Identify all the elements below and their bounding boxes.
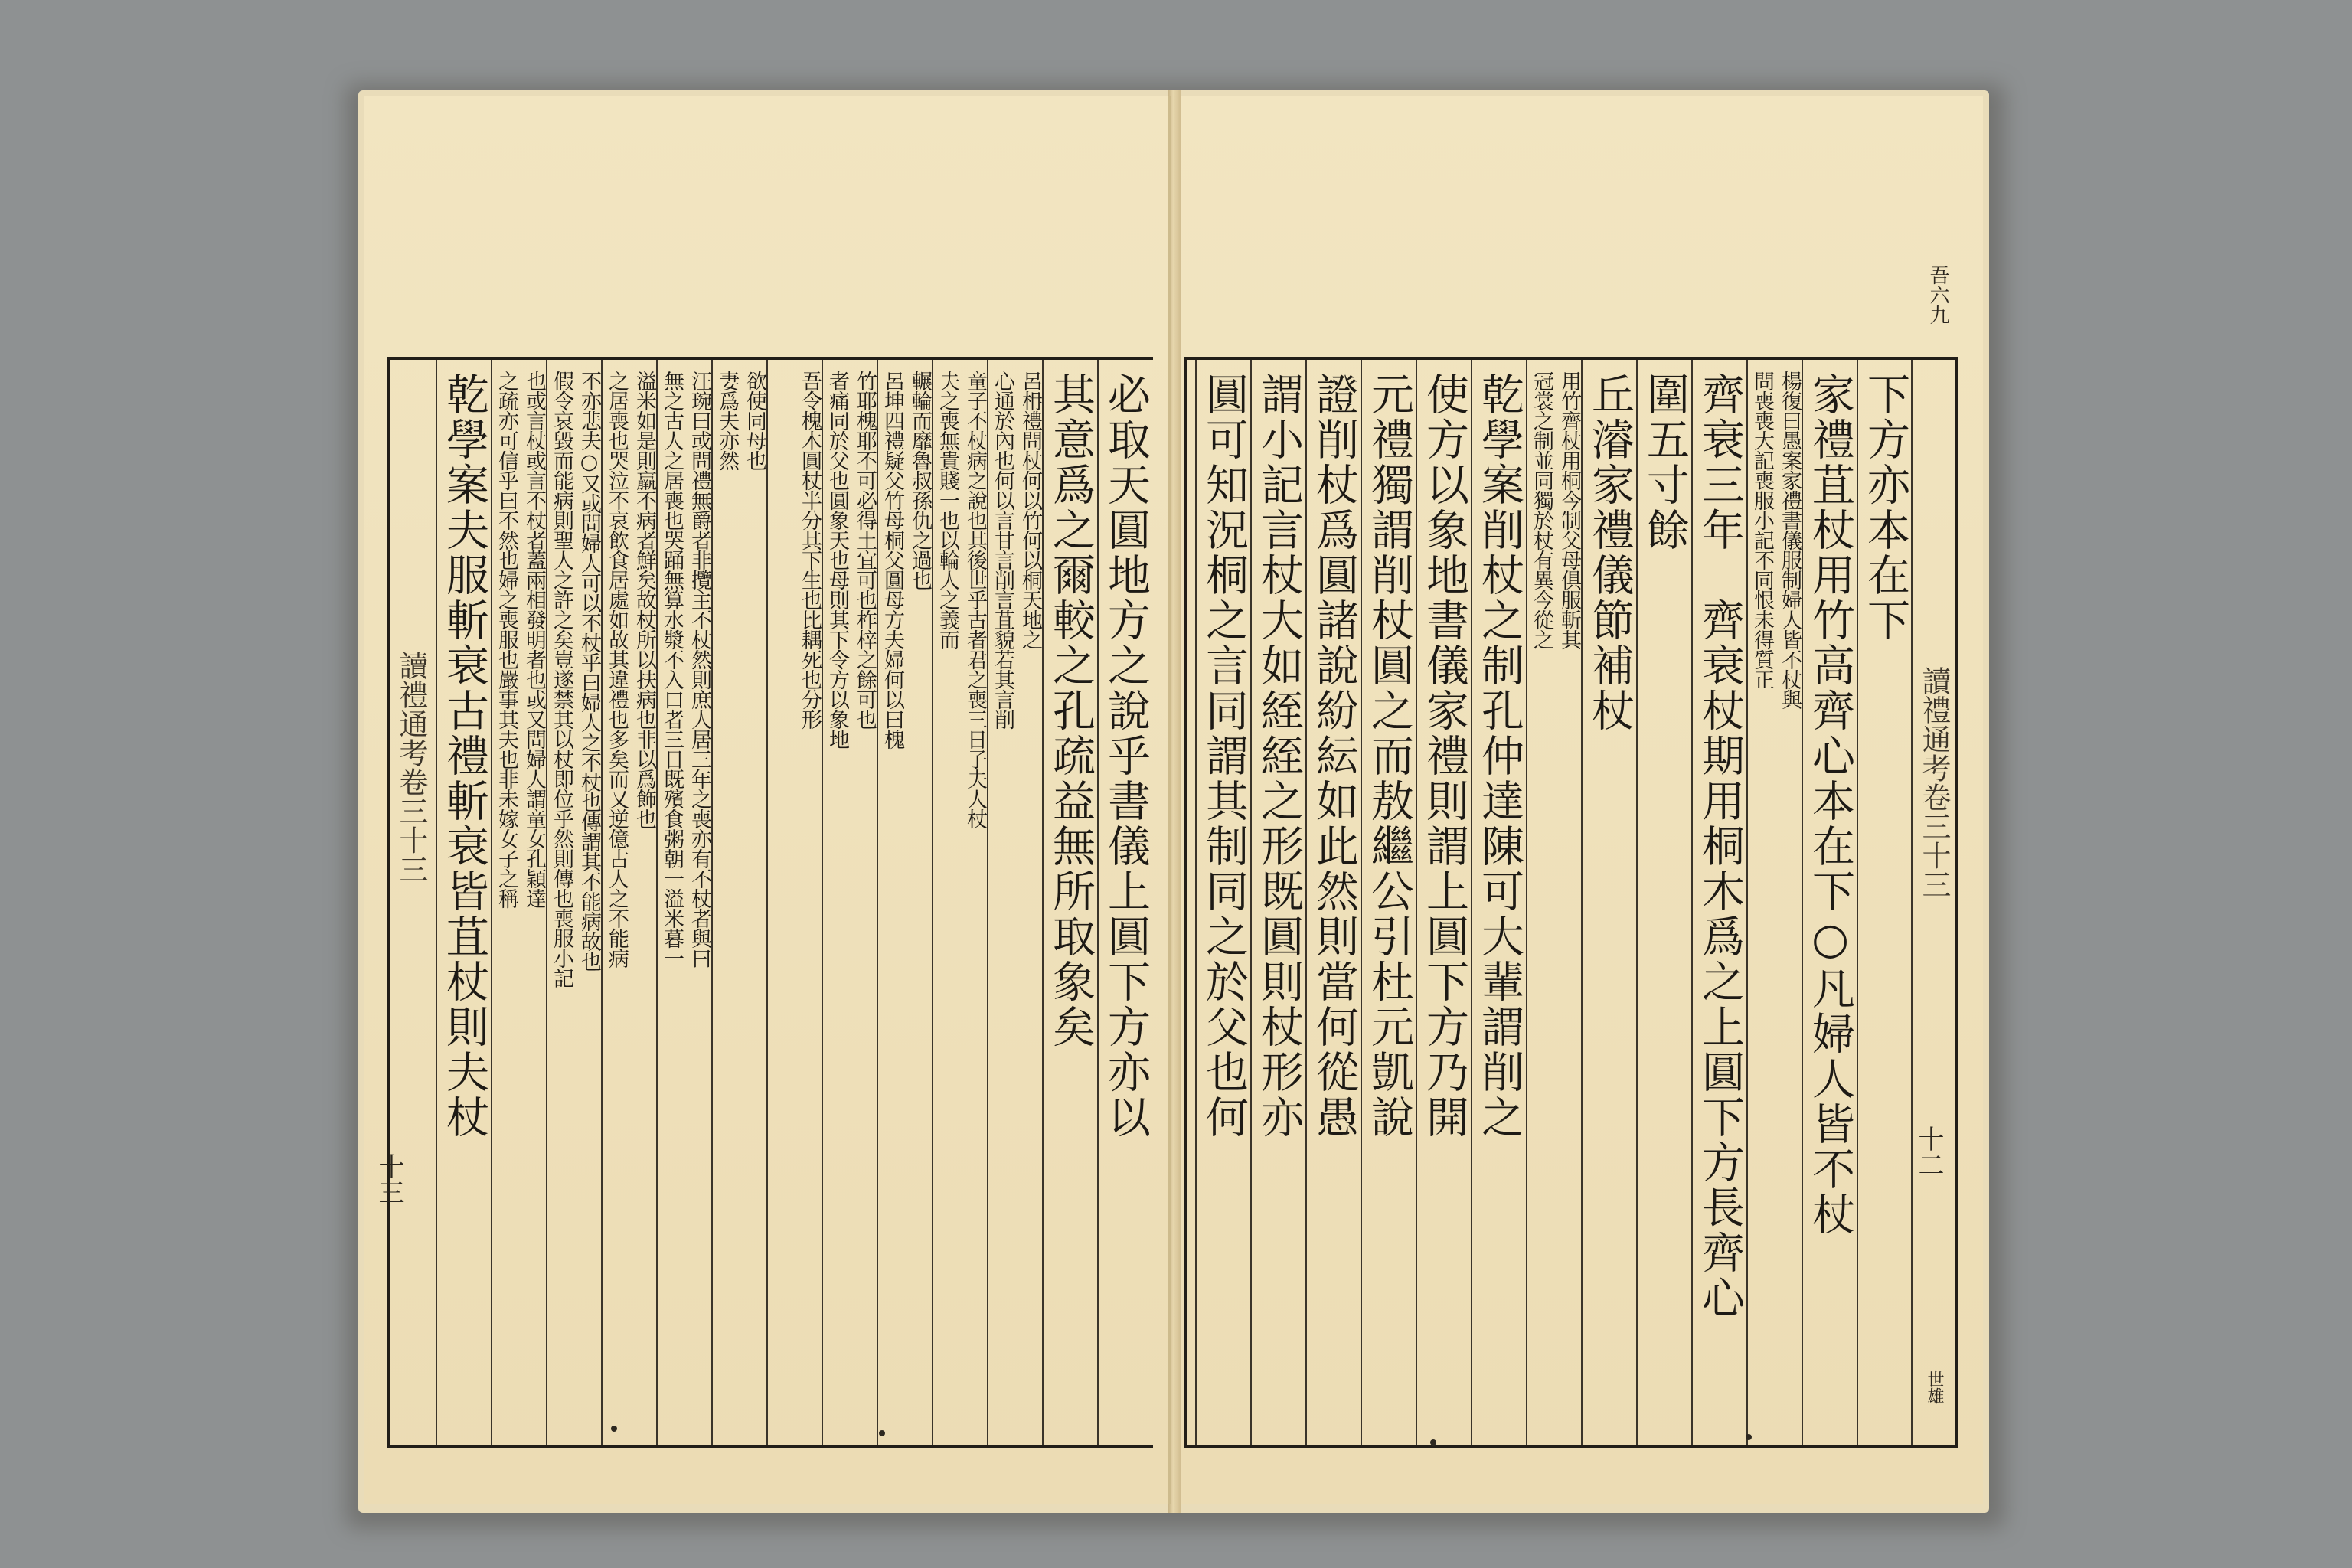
- publisher-mark: 世雄: [1925, 1370, 1944, 1404]
- commentary-line: 無之古人之居喪也哭踊無算水漿不入口者三日既殯食粥朝一溢米暮一: [660, 371, 684, 968]
- left-text-column: [932, 360, 988, 1445]
- commentary-line: 心通於內也何以言甘言削言苴貌若其言削: [991, 371, 1014, 729]
- commentary-line: 呂坤四禮疑父竹母桐父圓母方夫婦何以曰槐: [880, 371, 904, 749]
- commentary-line: 假令哀毀而能病則聖人之許之矣豈遂禁其以杖即位乎然則傳也喪服小記: [550, 371, 573, 988]
- commentary-line: 吾令槐木圓杖半分其下生也比耦死也分形: [798, 371, 822, 729]
- right-page: [1181, 96, 1983, 1504]
- left-text-column: 乾學案夫服斬衰古禮斬衰皆苴杖則夫杖: [436, 360, 492, 1445]
- commentary-line: 冠裳之制並同獨於杖有異今從之: [1530, 371, 1553, 649]
- commentary-line: 欲使同母也: [743, 371, 766, 470]
- commentary-line: 之疏亦可信乎曰不然也婦之喪服也嚴事其夫也非未嫁女子之稱: [495, 371, 518, 908]
- left-text-column: [601, 360, 658, 1445]
- commentary-line: 問喪喪大記喪服小記不同恨未得質正: [1750, 371, 1774, 689]
- right-text-column: 使方以象地書儀家禮則謂上圓下方乃開: [1416, 360, 1472, 1445]
- right-text-frame: [1184, 265, 1958, 1448]
- right-text-column: 元禮獨謂削杖圓之而敖繼公引杜元凱說: [1361, 360, 1417, 1445]
- commentary-line: 溢米如是則羸不病者鮮矣故杖所以扶病也非以爲飾也: [632, 371, 656, 828]
- right-text-column: 謂小記言杖大如絰絰之形既圓則杖形亦: [1250, 360, 1307, 1445]
- commentary-line: 楊復曰愚案家禮書儀服制婦人皆不杖與: [1778, 371, 1802, 709]
- left-text-column: [987, 360, 1044, 1445]
- left-text-column: [766, 360, 823, 1445]
- commentary-line: 童子不杖病之說也其後世乎古者君之喪三日子夫人杖: [963, 371, 987, 828]
- commentary-line: 之居喪也哭泣不哀飲食居處如故其違禮也多矣而又逆億古人之不能病: [605, 371, 629, 968]
- right-text-column: 圓可知況桐之言同謂其制同之於父也何: [1195, 360, 1252, 1445]
- right-folio: 十二: [1913, 1125, 1944, 1178]
- commentary-line: 竹耶槐耶不可必得土宜可也柞梓之餘可也: [853, 371, 877, 729]
- commentary-line: 呂枏禮問杖何以竹何以桐天地之: [1018, 371, 1042, 649]
- left-page: [364, 96, 1171, 1504]
- commentary-line: 也或言杖或言不杖者蓋兩相發明者也或又問婦人謂童女孔穎達: [522, 371, 546, 908]
- commentary-line: 輾輪而靡魯叔孫仇之過也: [908, 371, 932, 590]
- commentary-line: 夫之喪無貴賤一也以輪人之義而: [936, 371, 959, 649]
- open-book: [358, 90, 1989, 1513]
- left-text-column: [546, 360, 603, 1445]
- right-text-column: [1526, 360, 1583, 1445]
- right-text-column: 齊衰三年 齊衰杖期用桐木爲之上圓下方長齊心: [1691, 360, 1748, 1445]
- right-header-number: 吾六九: [1926, 265, 1949, 325]
- left-text-column: [877, 360, 933, 1445]
- right-text-column: 家禮苴杖用竹高齊心本在下○凡婦人皆不杖: [1802, 360, 1858, 1445]
- commentary-line: 不亦悲夫○又或問婦人可以不杖乎曰婦人之不杖也傳謂其不能病故也: [577, 371, 601, 971]
- commentary-line: 妻爲夫亦然: [715, 371, 739, 470]
- right-edge-label: 讀禮通考卷三十三: [1911, 360, 1955, 1445]
- binding-hole: [879, 1430, 885, 1436]
- binding-hole: [1746, 1434, 1752, 1440]
- left-text-column: 其意爲之爾較之孔疏益無所取象矣: [1042, 360, 1099, 1445]
- right-text-column: 下方亦本在下: [1857, 360, 1913, 1445]
- left-folio: 十三: [374, 1153, 404, 1205]
- left-text-column: [822, 360, 878, 1445]
- commentary-line: 汪琬曰或問禮無爵者非攬主不杖然則庶人居三年之喪亦有不杖者與曰: [688, 371, 711, 968]
- right-text-column: 圍五寸餘: [1636, 360, 1693, 1445]
- right-text-column: 乾學案削杖之制孔仲達陳可大輩謂削之: [1471, 360, 1527, 1445]
- binding-hole: [1430, 1439, 1436, 1446]
- left-text-frame: [387, 357, 1153, 1448]
- binding-hole: [611, 1426, 617, 1432]
- commentary-line: 者痛同於父也圓象天也母則其下令方以象地: [825, 371, 849, 749]
- right-text-column: [1746, 360, 1803, 1445]
- right-text-column: 證削杖爲圓諸說紛紜如此然則當何從愚: [1305, 360, 1362, 1445]
- left-text-column: 必取天圓地方之說乎書儀上圓下方亦以: [1097, 360, 1154, 1445]
- left-text-column: [656, 360, 713, 1445]
- left-text-column: [711, 360, 768, 1445]
- left-edge-label: 讀禮通考卷三十三: [394, 651, 428, 884]
- right-text-column: 丘濬家禮儀節補杖: [1581, 360, 1638, 1445]
- left-text-column: [491, 360, 547, 1445]
- commentary-line: 用竹齊杖用桐今制父母俱服斬其: [1557, 371, 1581, 649]
